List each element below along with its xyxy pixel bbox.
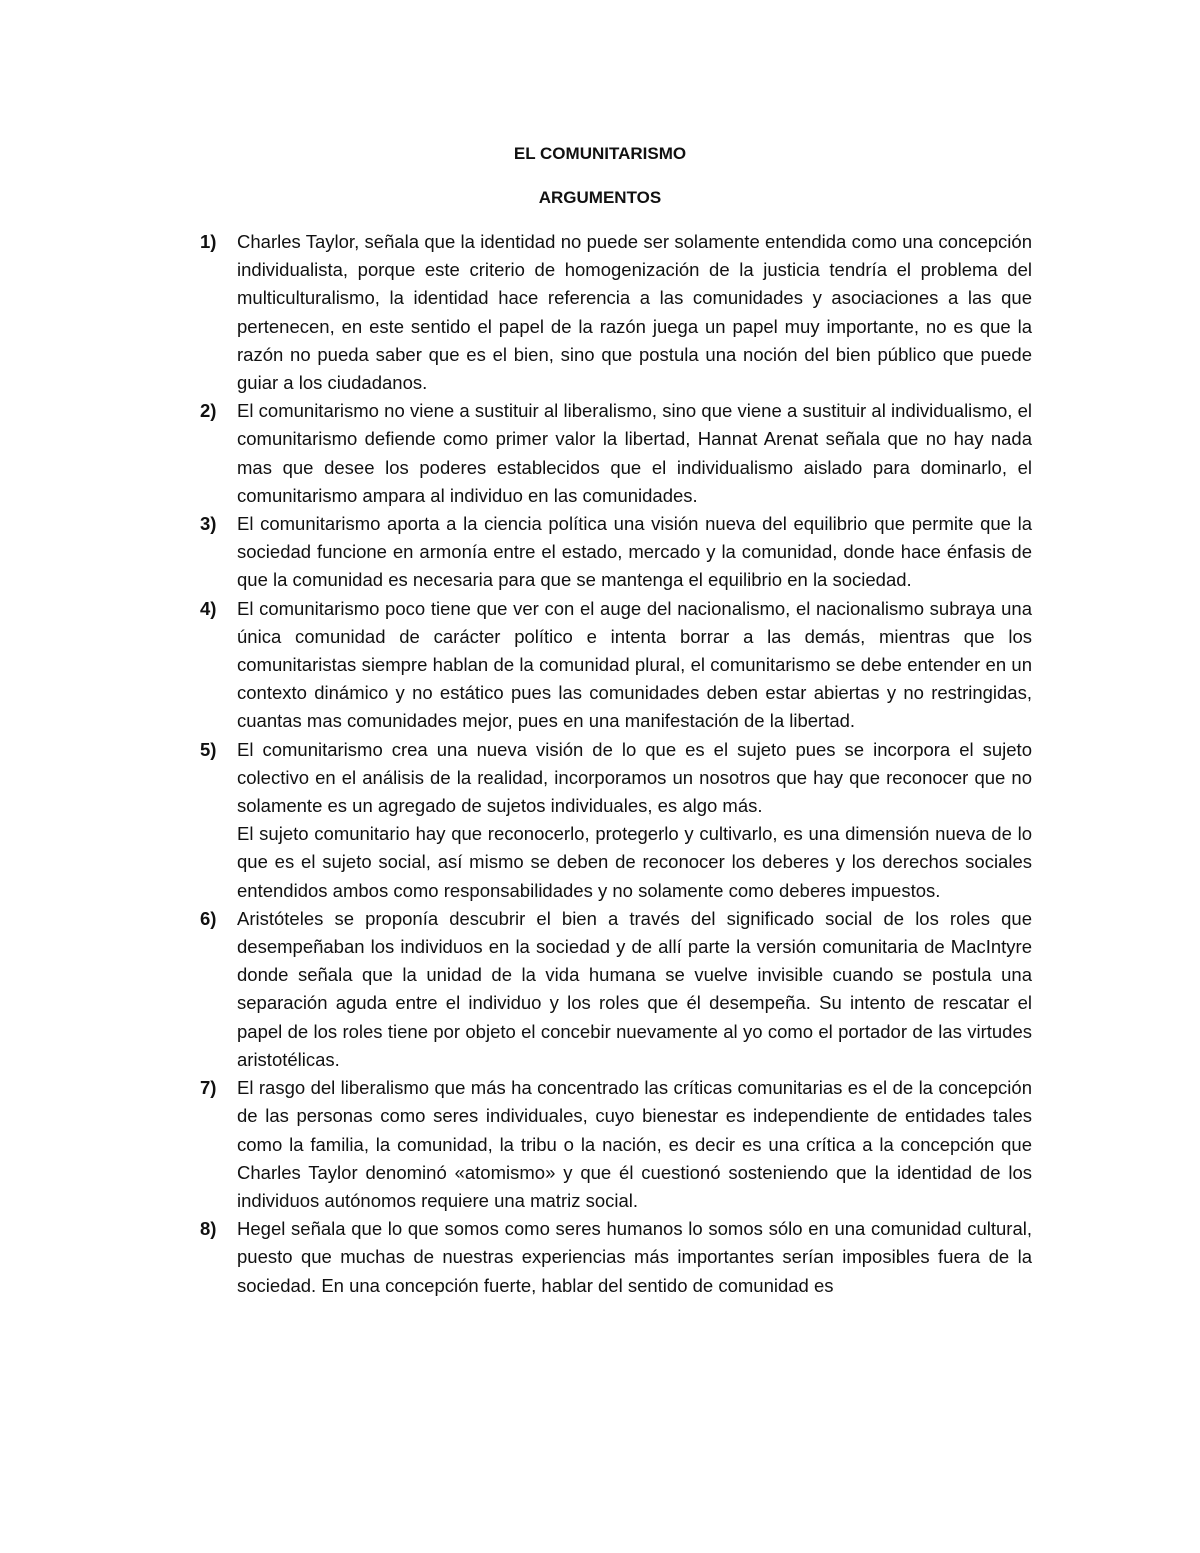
argument-item [200, 1215, 1032, 1300]
argument-item [200, 1074, 1032, 1215]
argument-list [200, 228, 1032, 1300]
document-title: EL COMUNITARISMO [513, 144, 687, 163]
argument-item [200, 736, 1032, 905]
argument-item [200, 228, 1032, 397]
argument-paragraph: El comunitarismo poco tiene que ver con el auge del nacionalismo, el nacionalismo subraya una única comunidad de carácter político e intenta borrar a las demás, mientras que los comunitaristas siempre hablan de la comunidad plural, el comunitarismo se debe entender en un contexto dinámico y no estático pues las comunidades deben estar abiertas y no restringidas, cuantas mas comunidades mejor, pues en una manifestación de la libertad. [237, 597, 1032, 732]
argument-paragraph: El sujeto comunitario hay que reconocerlo, protegerlo y cultivarlo, es una dimensión nueva de lo que es el sujeto social, así mismo se deben de reconocer los deberes y los derechos sociales entendidos ambos como responsabilidades y no solamente como deberes impuestos. [237, 823, 1032, 901]
argument-number: 6) [200, 907, 217, 929]
argument-number: 1) [200, 231, 217, 252]
argument-paragraph: El comunitarismo aporta a la ciencia política una visión nueva del equilibrio que permite que la sociedad funcione en armonía entre el estado, mercado y la comunidad, donde hace énfasis de que la comunidad es necesaria para que se mantenga el equilibrio en la sociedad. [237, 513, 1032, 591]
argument-item [200, 595, 1032, 736]
argument-number: 8) [200, 1218, 217, 1240]
argument-number: 2) [200, 400, 217, 422]
argument-number: 4) [200, 597, 217, 619]
argument-paragraph: El comunitarismo no viene a sustituir al liberalismo, sino que viene a sustituir al individualismo, el comunitarismo defiende como primer valor la libertad, Hannat Arenat señala que no hay nada mas que desee los poderes establecidos que el individualismo aislado para dominarlo, el comunitarismo ampara al individuo en las comunidades. [237, 400, 1032, 506]
argument-paragraph: El comunitarismo crea una nueva visión de lo que es el sujeto pues se incorpora el sujeto colectivo en el análisis de la realidad, incorporamos un nosotros que hay que reconocer que no solamente es un agregado de sujetos individuales, es algo más. [237, 738, 1032, 817]
argument-paragraph: El rasgo del liberalismo que más ha concentrado las críticas comunitarias es el de la concepción de las personas como seres individuales, cuyo bienestar es independiente de entidades tales como la familia, la comunidad, la tribu o la nación, es decir es una crítica a la concepción que Charles Taylor denominó «atomismo» y que él cuestionó sosteniendo que la identidad de los individuos autónomos requiere una matriz social. [237, 1077, 1032, 1211]
argument-number: 7) [200, 1077, 217, 1099]
argument-number: 3) [200, 513, 217, 535]
argument-paragraph: Charles Taylor, señala que la identidad no puede ser solamente entendida como una concepción individualista, porque este criterio de homogenización de la justicia tendría el problema del multiculturalismo, la identidad hace referencia a las comunidades y asociaciones a las que pertenecen, en este sentido el papel de la razón juega un papel muy importante, no es que la razón no pueda saber que es el bien, sino que postula una noción del bien público que puede guiar a los ciudadanos. [237, 231, 1032, 394]
argument-item [200, 510, 1032, 595]
argument-item [200, 397, 1032, 510]
argument-paragraph: Aristóteles se proponía descubrir el bien a través del significado social de los roles que desempeñaban los individuos en la sociedad y de allí parte la versión comunitaria de MacIntyre donde señala que la unidad de la vida humana se vuelve invisible cuando se postula una separación aguda entre el individuo y los roles que él desempeña. Su intento de rescatar el papel de los roles tiene por objeto el concebir nuevamente al yo como el portador de las virtudes aristotélicas. [237, 907, 1032, 1070]
argument-item [200, 905, 1032, 1074]
argument-number: 5) [200, 738, 217, 760]
document-subtitle: ARGUMENTOS [538, 188, 662, 207]
argument-paragraph: Hegel señala que lo que somos como seres humanos lo somos sólo en una comunidad cultural, puesto que muchas de nuestras experiencias más importantes serían imposibles fuera de la sociedad. En una concepción fuerte, hablar del sentido de comunidad es [237, 1218, 1032, 1296]
